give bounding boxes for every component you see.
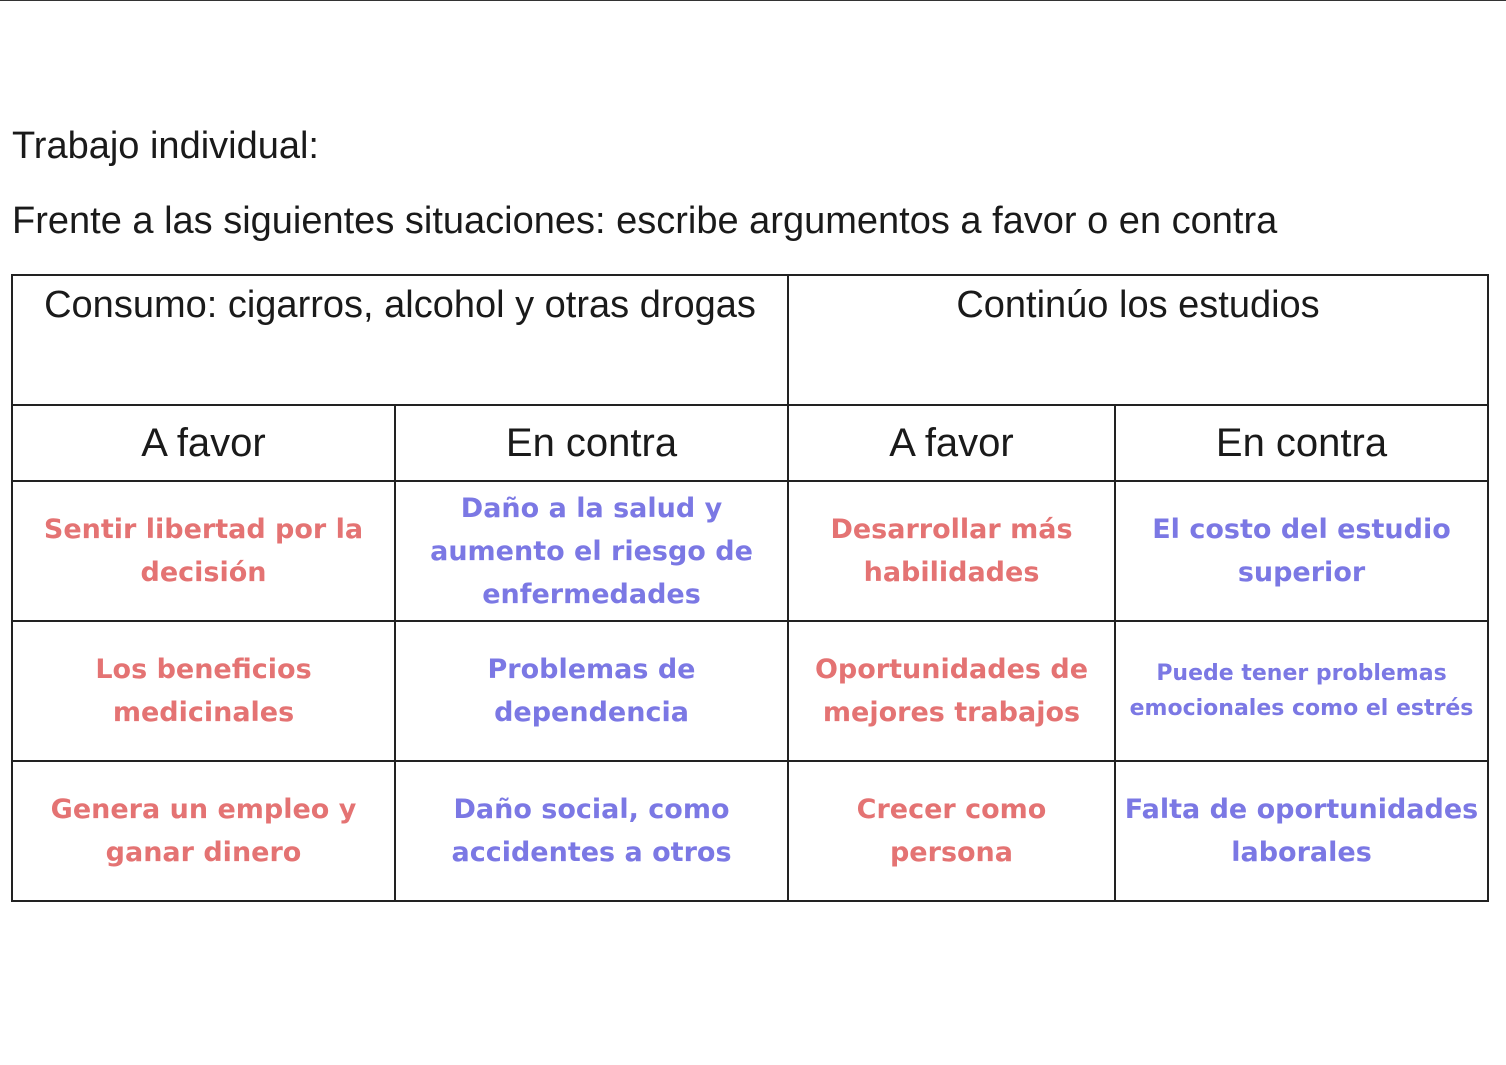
table-row bbox=[12, 761, 1488, 901]
side-header-row bbox=[12, 405, 1488, 481]
consumo-contra-header: En contra bbox=[395, 405, 788, 481]
argument-contra-cell: Daño social, como accidentes a otros bbox=[395, 761, 788, 901]
page-title: Trabajo individual: bbox=[12, 125, 319, 167]
argument-favor-cell: Sentir libertad por la decisión bbox=[12, 481, 395, 621]
argument-contra-cell: Puede tener problemas emocionales como el estrés bbox=[1115, 621, 1488, 761]
estudios-contra-header: En contra bbox=[1115, 405, 1488, 481]
topic-header-row bbox=[12, 275, 1488, 405]
argument-contra-cell: Problemas de dependencia bbox=[395, 621, 788, 761]
estudios-favor-header: A favor bbox=[788, 405, 1115, 481]
consumo-favor-header: A favor bbox=[12, 405, 395, 481]
argument-contra-cell: Falta de oportunidades laborales bbox=[1115, 761, 1488, 901]
arguments-table bbox=[11, 274, 1489, 902]
instruction-text: Frente a las siguientes situaciones: escribe argumentos a favor o en contra bbox=[12, 200, 1278, 242]
argument-contra-cell: Daño a la salud y aumento el riesgo de enfermedades bbox=[395, 481, 788, 621]
argument-favor-cell: Los beneficios medicinales bbox=[12, 621, 395, 761]
topic-estudios-header: Continúo los estudios bbox=[788, 275, 1488, 405]
argument-contra-cell: El costo del estudio superior bbox=[1115, 481, 1488, 621]
argument-favor-cell: Crecer como persona bbox=[788, 761, 1115, 901]
topic-consumo-header: Consumo: cigarros, alcohol y otras drogas bbox=[12, 275, 788, 405]
argument-favor-cell: Oportunidades de mejores trabajos bbox=[788, 621, 1115, 761]
argument-favor-cell: Desarrollar más habilidades bbox=[788, 481, 1115, 621]
argument-favor-cell: Genera un empleo y ganar dinero bbox=[12, 761, 395, 901]
table-row bbox=[12, 621, 1488, 761]
table-row bbox=[12, 481, 1488, 621]
top-divider bbox=[0, 0, 1506, 1]
